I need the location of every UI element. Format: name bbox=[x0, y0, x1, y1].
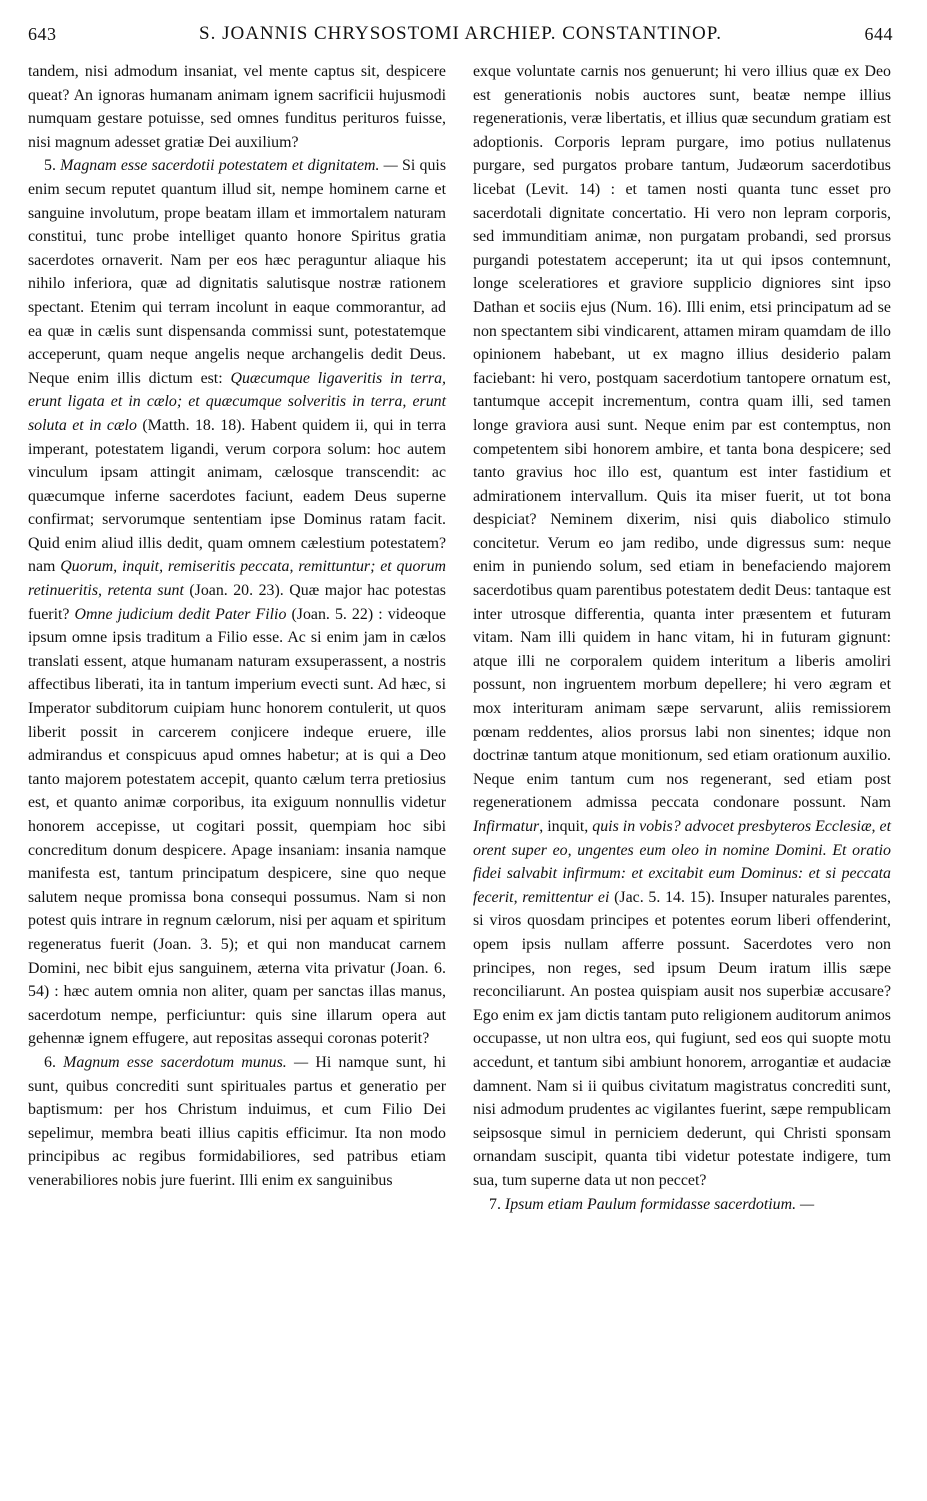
citation: (Joan. 6. 54) bbox=[28, 959, 446, 1001]
quotation: Quæcumque ligaveritis in terra, erunt ligata et in cælo; et quæcumque solveritis in terra, erunt soluta et in cælo bbox=[28, 369, 446, 434]
citation: (Joan. 3. 5) bbox=[153, 935, 234, 953]
running-title: S. JOANNIS CHRYSOSTOMI ARCHIEP. CONSTANTINOP. bbox=[199, 23, 722, 44]
right-column bbox=[473, 60, 891, 1216]
paragraph-section-5 bbox=[28, 154, 446, 1051]
citation: (Joan. 20. 23). bbox=[189, 582, 284, 600]
text: , inquit, bbox=[539, 818, 589, 835]
section-number: 7. bbox=[489, 1195, 501, 1213]
text: : hæc autem omnia non aliter, quam per sanctas illas manus, sacerdotum nempe, perficiuntur: quis sine illarum opera aut gehennæ ignem effugere, aut repositas assequi coronas poterit? bbox=[28, 983, 446, 1048]
page-number-left: 643 bbox=[28, 23, 57, 44]
text: : videoque ipsum omne ipsis traditum a Filio esse. Ac si enim jam in cælos translati essent, atque humanam naturam exsuperassent, a nostris affectibus liberati, ita in tantum imperium evecti sunt. Ad hæc, si Imperator subditorum cuipiam hunc honorem contulerit, ut quos liberit possit in carcerem conjicere indeque eruere, ille admirandus et conspicuus apud omnes habetur; at is qui a Deo tanto majorem potestatem accepit, quanto cælum terra pretiosius est, et quanto animæ corporibus, ita exiguum nonnullis videtur honorem accepisse, ut cogitari possit, quempiam hoc sibi concreditum donum despicere. Apage insaniam: insania namque manifesta est, tantum principatum despicere, sine quo neque salutem neque promissa bona consequi possumus. Nam si non potest quis intrare in regnum cælorum, nisi per aquam et spiritum regeneratus fuerit bbox=[28, 605, 446, 953]
text: Si quis enim secum reputet quantum illud sit, nempe hominem carne et sanguine involutum, prope beatam illam et immortalem naturam constitui, tunc probe intelliget quanto honore Spiritus gratia sacerdotes ornaverit. Nam per eos hæc peraguntur aliaque his nihilo inferiora, quæ ad dignitatis salutisque nostræ rationem spectant. Etenim qui terram incolunt in eaque commorantur, ad ea quæ in cælis sunt dispensanda commissi sunt, potestatemque acceperunt, quam neque angelis neque archangelis dedit Deus. Neque enim illis dictum est: bbox=[28, 157, 447, 387]
citation: (Matth. 18. 18). bbox=[142, 416, 246, 434]
text: exque voluntate carnis nos genuerunt; hi vero illius quæ ex Deo est generationis nobis auctores sunt, beatæ nempe illius regenerationis, veræ libertatis, et illius quæ secundum gratiam est adoptionis. Corporis lepram purgare, imo potius nullatenus purgare, sed purgatos probare tantum, Judæorum sacerdotibus licebat bbox=[473, 63, 891, 198]
section-number: 5. bbox=[44, 157, 56, 175]
text: Illi enim, etsi principatum ad se non spectantem sibi vindicarent, attamen miram quamdam de illo opinionem habebant, ut ex magno illius desiderio palam faciebant: hi vero, postquam sacerdotium tantopere ornatum est, tantumque accepit incrementum, contra quam illi, sed tamen longe graviora ausi sunt. Neque enim par est contemptus, non competentem sibi honorem ambire, et tanta bona despicere; sed tanto gravius hoc illo est, quantum est inter fastidium et admirationem intervallum. Quis ita miser fuerit, ut tot bona despiciat? Neminem dixerim, nisi quis diabolico stimulo concitetur. Verum eo jam redibo, unde digressus sum: neque enim in puniendo solum, sed etiam in benefaciendo majorem sacerdotibus quam parentibus potestatem dedit Deus: tantaque est inter utrosque differentia, quanta inter præsentem et futuram vitam. Nam illi quidem in hanc vitam, hi in futuram gignunt: atque illi ne corporalem quidem interitum a liberis amoliri possunt, non ingruentem morbum depellere; hi vero ægram et mox interituram animam sæpe servarunt, aliis remissiorem pœnam reddentes, alios prorsus labi non sinentes; idque non doctrinæ tantum atque monitionum, sed etiam orationum auxilio. Neque enim tantum cum nos regenerant, sed etiam post regenerationem admissa peccata condonare possunt. Nam bbox=[473, 298, 891, 812]
paragraph: tandem, nisi admodum insaniat, vel mente captus sit, despicere queat? An ignoras humanam animam ignem sacrificii hujusmodi numquam gestare potuisse, sed omnes funditus perituros fuisse, nisi magnum adesset gratiæ Dei auxilium? bbox=[28, 63, 446, 151]
text: ; et qui non manducat carnem Domini, nec bibit ejus sanguinem, æterna vita privatur bbox=[28, 935, 446, 977]
paragraph bbox=[473, 60, 891, 1193]
section-heading: Magnum esse sacerdotum munus. — bbox=[63, 1053, 309, 1071]
left-column bbox=[28, 60, 446, 1193]
section-heading: Ipsum etiam Paulum formidasse sacerdotium. — bbox=[504, 1195, 815, 1213]
section-heading: Magnam esse sacerdotii potestatem et dignitatem. — bbox=[60, 157, 398, 175]
quotation: Infirmatur bbox=[473, 818, 540, 835]
citation: (Levit. 14) bbox=[525, 180, 601, 198]
page-header bbox=[28, 20, 893, 48]
section-number: 6. bbox=[44, 1053, 56, 1071]
text: : et tamen nosti quanta tunc esset pro sacerdotali dignitate concertatio. Hi vero non lepram corporis, sed immunditiam animæ, non purgatam probandi, sed prorsus purgandi potestatem acceperunt; ita ut qui ipsos contemnunt, longe sceleratiores et graviore supplicio digniores sint ipso Dathan et sociis ejus bbox=[473, 180, 891, 316]
quotation: Omne judicium dedit Pater Filio bbox=[74, 605, 287, 623]
paragraph-section-7 bbox=[473, 1193, 891, 1217]
text: Habent quidem ii, qui in terra imperant, potestatem ligandi, verum corpora solum: hoc autem vinculum ipsam attingit animam, cælosque transcendit: ac quæcumque inferne sacerdotes faciunt, eadem Deus superne confirmat; servorumque sententiam ipse Dominus ratam facit. Quid enim aliud illis dedit, quam omnem cælestium potestatem? nam bbox=[28, 416, 446, 576]
paragraph-section-6 bbox=[28, 1051, 446, 1193]
text: Insuper naturales parentes, si viros quosdam principes et potentes eorum liberi offenderint, opem ipsis nullam afferre possunt. Sacerdotes vero non principes, non reges, sed ipsum Deum iratum illis sæpe reconciliarunt. An postea quispiam ausit nos superbiæ accusare? Ego enim ex jam dictis tantam puto religionem auditorum animos occupasse, ut non ultra eos, qui fugiunt, sed eos qui suopte motu accedunt, et tantum sibi ambiunt honorem, arrogantiæ et audaciæ damnent. Nam si ii quibus civitatum magistratus concrediti sunt, nisi admodum prudentes ac vigilantes fuerint, sæpe rempublicam seipsosque simul in perniciem dederunt, qui Christi sponsam ornandam suscipit, quanta tibi videtur potestate indigere, tum sua, tum superne data ut non peccet? bbox=[473, 888, 891, 1189]
text: Quæ major hac potestas fuerit? bbox=[28, 582, 446, 623]
citation: (Num. 16). bbox=[610, 298, 682, 316]
quotation: Quorum, inquit, remiseritis peccata, remittuntur; et quorum retinueritis, retenta sunt bbox=[28, 558, 446, 600]
quotation: quis in vobis? advocet presbyteros Ecclesiæ, et orent super eo, ungentes eum oleo in nomine Domini. Et oratio fidei salvabit infirmum: et excitabit eum Dominus: et si peccata fecerit, remittentur ei bbox=[473, 818, 891, 906]
text: Hi namque sunt, hi sunt, quibus concrediti sunt spirituales partus et generatio per baptismum: per hos Christum induimus, et cum Filio Dei sepelimur, membra beati illius capitis efficimur. Ita non modo principibus ac regibus formidabiliores, sed patribus etiam venerabiliores nobis jure fuerint. Illi enim ex sanguinibus bbox=[28, 1053, 446, 1189]
citation: (Jac. 5. 14. 15). bbox=[614, 888, 715, 906]
page-number-right: 644 bbox=[864, 23, 893, 44]
citation: (Joan. 5. 22) bbox=[291, 605, 374, 623]
